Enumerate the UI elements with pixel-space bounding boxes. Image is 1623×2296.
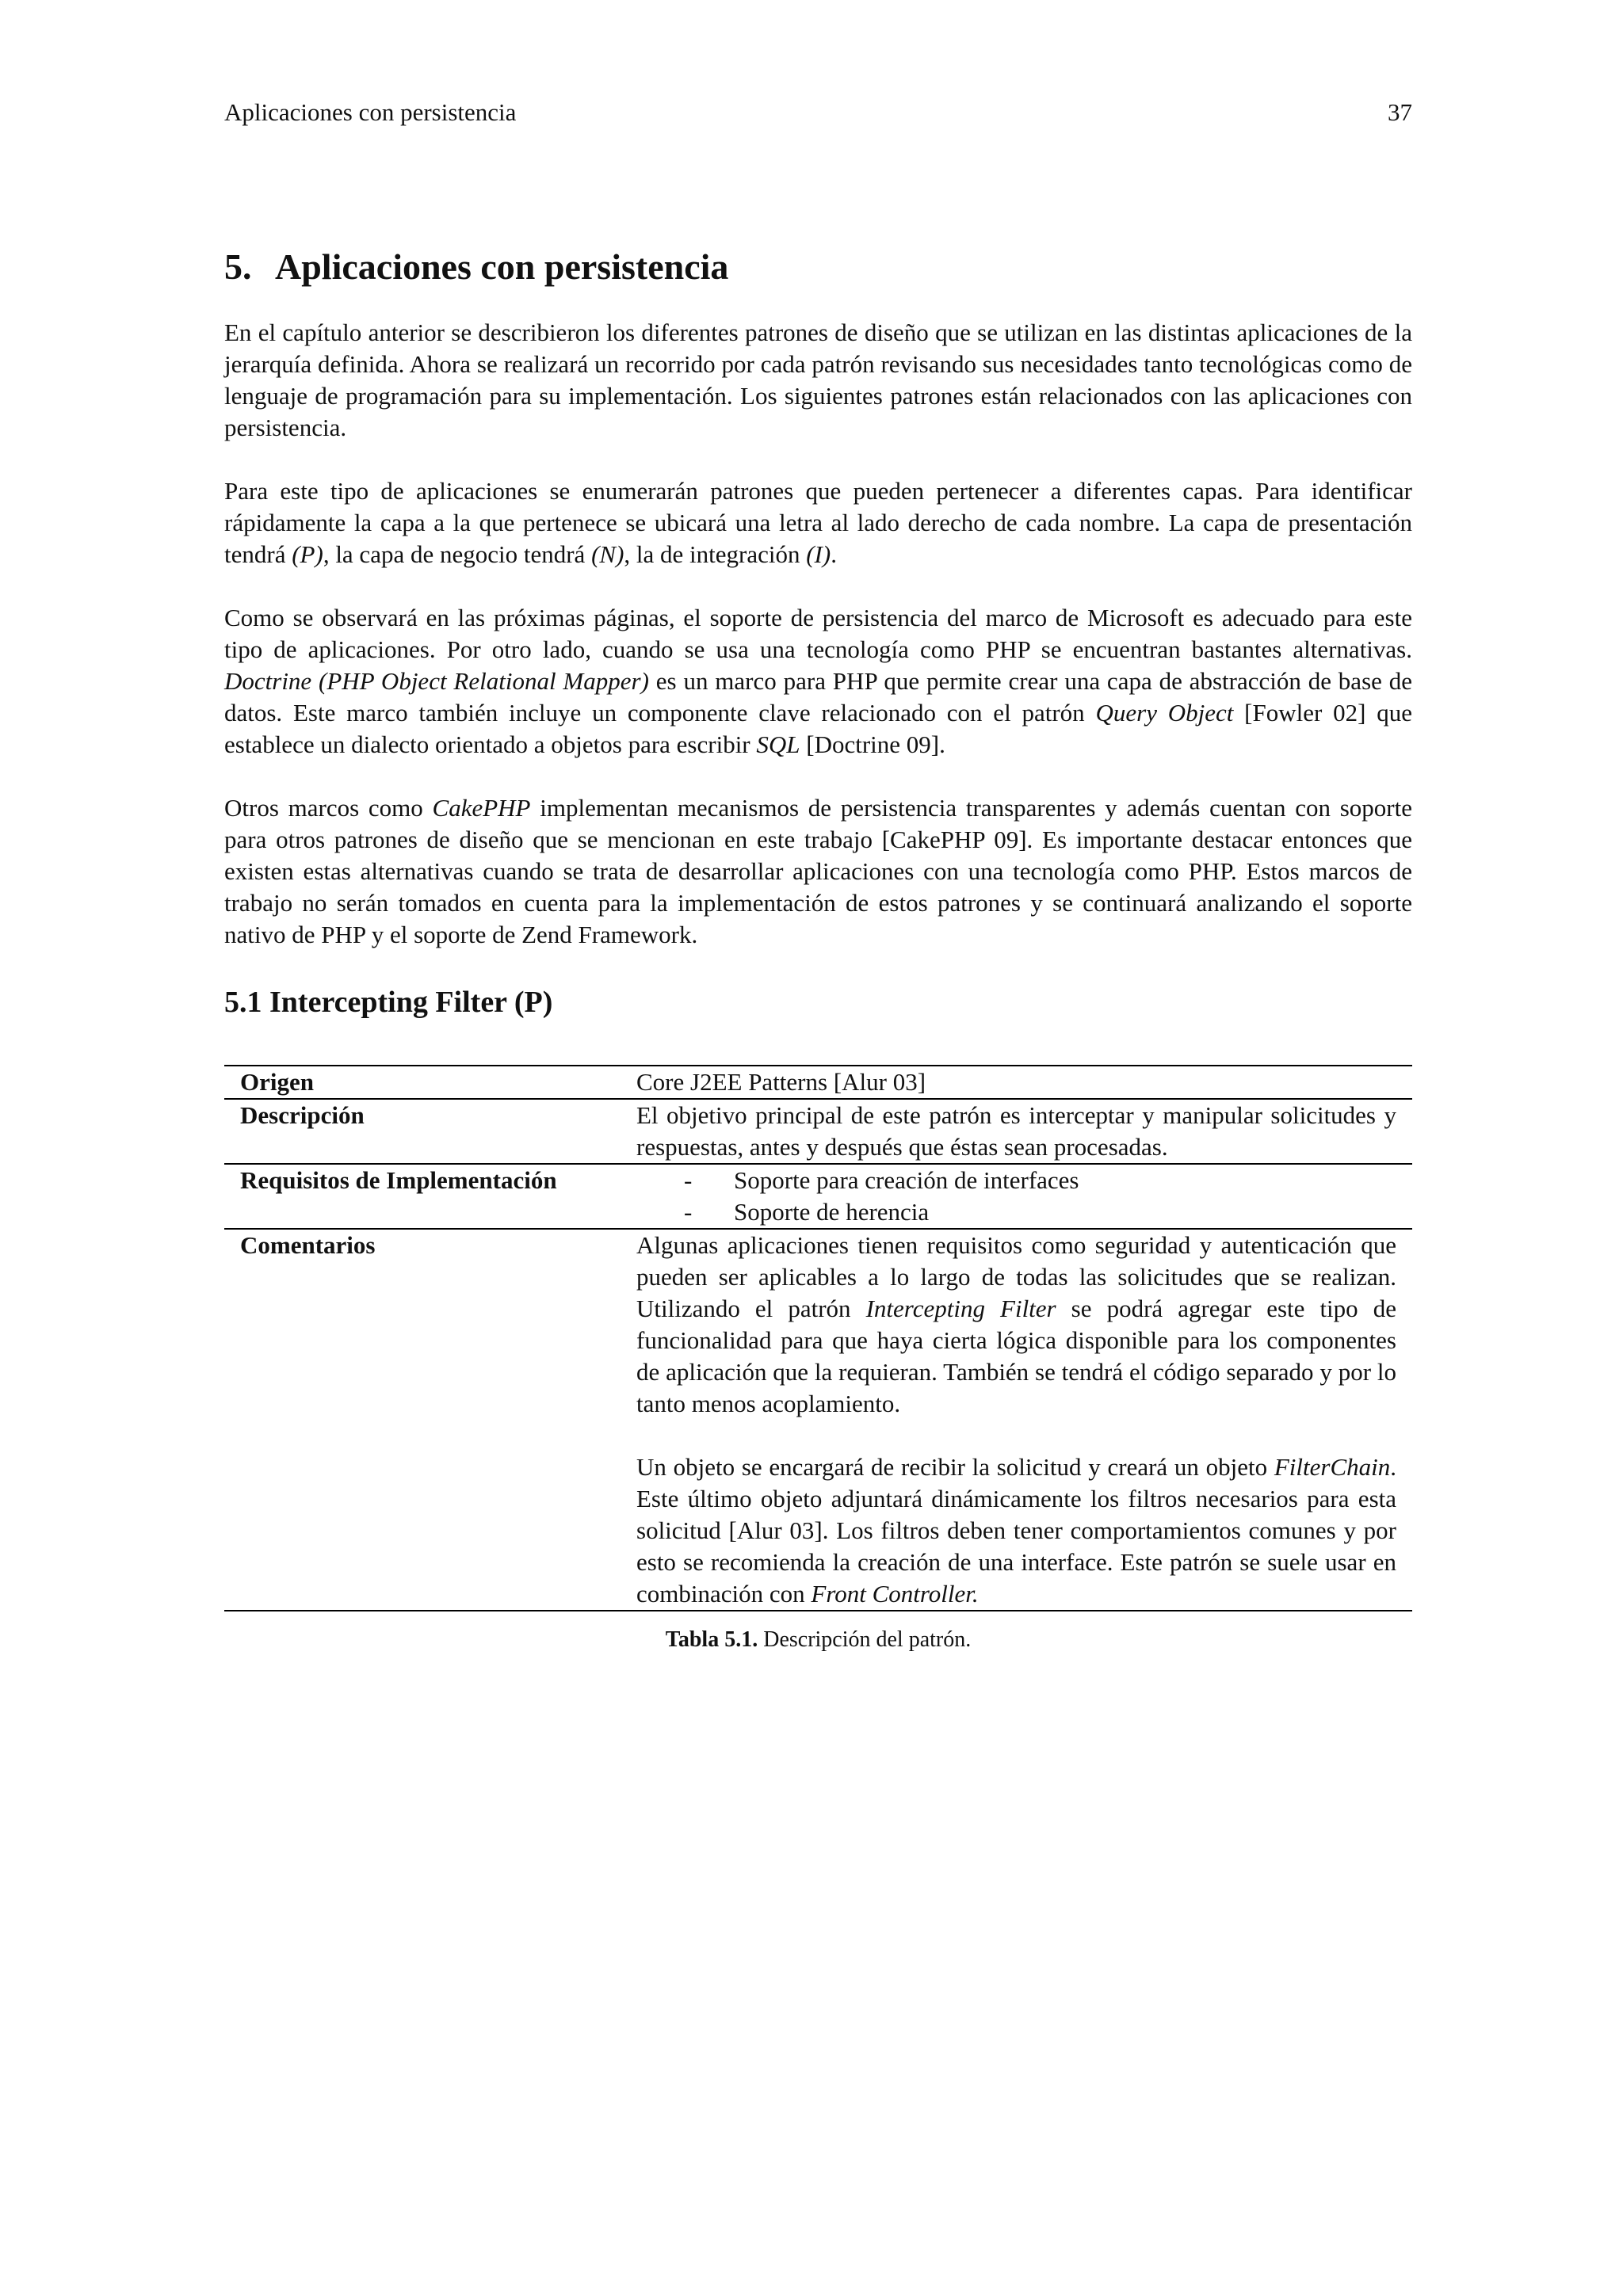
- table-label-descripcion: Descripción: [224, 1099, 636, 1164]
- table-value-descripcion: El objetivo principal de este patrón es interceptar y manipular solicitudes y respuestas, antes y después que éstas sean procesadas.: [636, 1099, 1412, 1164]
- italic-run: (P): [292, 540, 323, 568]
- chapter-number: 5.: [224, 246, 252, 287]
- table-caption: [224, 1626, 1412, 1654]
- text-run: , la de integración: [624, 540, 807, 568]
- chapter-title: Aplicaciones con persistencia: [275, 246, 729, 287]
- table-row-descripcion: [224, 1099, 1412, 1164]
- pattern-table: [224, 1065, 1412, 1611]
- table-row-comentarios: [224, 1229, 1412, 1611]
- caption-text: Descripción del patrón.: [758, 1627, 972, 1652]
- list-item-text: Soporte para creación de interfaces: [734, 1166, 1079, 1194]
- text-run: se podrá agregar este tipo de funcionalidad para que haya cierta lógica disponible para los componentes de aplicación que la requieran. También se tendrá el código separado y por lo tanto menos acoplamiento.: [636, 1295, 1396, 1417]
- italic-run: SQL: [756, 730, 800, 758]
- list-item-text: Soporte de herencia: [734, 1198, 930, 1226]
- running-head: [224, 97, 1412, 128]
- running-head-title: Aplicaciones con persistencia: [224, 98, 517, 126]
- paragraph-cakephp: [224, 792, 1412, 951]
- paragraph-layers: [224, 475, 1412, 570]
- page-content: [224, 244, 1412, 1654]
- comentarios-paragraph: [636, 1230, 1396, 1420]
- italic-run: Front Controller.: [811, 1580, 979, 1608]
- table-row-origen: [224, 1066, 1412, 1099]
- list-dash: -: [684, 1198, 693, 1226]
- text-run: implementan mecanismos de persistencia transparentes y además cuentan con soporte para otros patrones de diseño que se mencionan en este trabajo [CakePHP 09]. Es importante destacar entonces que existen estas alternativas cuando se trata de desarrollar aplicaciones con una tecnología como PHP. Estos marcos de trabajo no serán tomados en cuenta para la implementación de estos patrones y se continuará analizando el soporte nativo de PHP y el soporte de Zend Framework.: [224, 794, 1412, 948]
- text-run: .: [831, 540, 837, 568]
- text-run: [Doctrine 09].: [800, 730, 945, 758]
- text-run: , la capa de negocio tendrá: [323, 540, 592, 568]
- italic-run: Doctrine (PHP Object Relational Mapper): [224, 667, 649, 695]
- italic-run: (N): [591, 540, 624, 568]
- paragraph-intro: En el capítulo anterior se describieron los diferentes patrones de diseño que se utilizan en las distintas aplicaciones de la jerarquía definida. Ahora se realizará un recorrido por cada patrón revisando sus necesidades tanto tecnológicas como de lenguaje de programación para su implementación. Los siguientes patrones están relacionados con las aplicaciones con persistencia.: [224, 318, 1412, 441]
- text-run: Otros marcos como: [224, 794, 433, 822]
- table-value-comentarios: [636, 1229, 1412, 1611]
- italic-run: FilterChain: [1274, 1453, 1391, 1481]
- table-label-origen: Origen: [224, 1066, 636, 1099]
- caption-label: Tabla 5.1.: [665, 1627, 758, 1652]
- italic-run: (I): [806, 540, 831, 568]
- italic-run: Intercepting Filter: [865, 1295, 1056, 1322]
- text-run: [Fowler 02] que establece un dialecto orientado a objetos para escribir: [224, 699, 1413, 758]
- list-dash: -: [684, 1166, 693, 1194]
- text-run: Un objeto se encargará de recibir la solicitud y creará un objeto: [636, 1453, 1274, 1481]
- table-value-requisitos: [636, 1164, 1412, 1229]
- italic-run: CakePHP: [432, 794, 531, 822]
- table-label-comentarios: Comentarios: [224, 1229, 636, 1611]
- list-item: [636, 1196, 1396, 1228]
- page-number: 37: [1388, 98, 1412, 126]
- italic-run: Query Object: [1095, 699, 1234, 727]
- comentarios-paragraph: [636, 1451, 1396, 1610]
- body-text: [224, 317, 1412, 951]
- section-heading: 5.1 Intercepting Filter (P): [224, 986, 553, 1019]
- chapter-heading: [224, 244, 1412, 290]
- table-label-requisitos: Requisitos de Implementación: [224, 1164, 636, 1229]
- requirements-list: [636, 1165, 1396, 1228]
- text-run: Algunas aplicaciones tienen requisitos como seguridad y autenticación que pueden ser aplicables a lo largo de todas las solicitudes que se realizan. Utilizando el patrón: [636, 1231, 1396, 1322]
- table-row-requisitos: [224, 1164, 1412, 1229]
- text-run: . Este último objeto adjuntará dinámicamente los filtros necesarios para esta solicitud [Alur 03]. Los filtros deben tener comportamientos comunes y por esto se recomienda la creación de una interface. Este patrón se suele usar en combinación con: [636, 1453, 1396, 1608]
- paragraph-microsoft-php: [224, 602, 1412, 761]
- list-item: [636, 1165, 1396, 1196]
- text-run: Como se observará en las próximas páginas, el soporte de persistencia del marco de Microsoft es adecuado para este tipo de aplicaciones. Por otro lado, cuando se usa una tecnología como PHP se encuentran bastantes alternativas.: [224, 604, 1412, 663]
- text-run: es un marco para PHP que permite crear una capa de abstracción de base de datos. Este marco también incluye un componente clave relacionado con el patrón: [224, 667, 1413, 727]
- text-run: Para este tipo de aplicaciones se enumerarán patrones que pueden pertenecer a diferentes capas. Para identificar rápidamente la capa a la que pertenece se ubicará una letra al lado derecho de cada nombre. La capa de presentación tendrá: [224, 477, 1412, 568]
- table-value-origen: Core J2EE Patterns [Alur 03]: [636, 1066, 1412, 1099]
